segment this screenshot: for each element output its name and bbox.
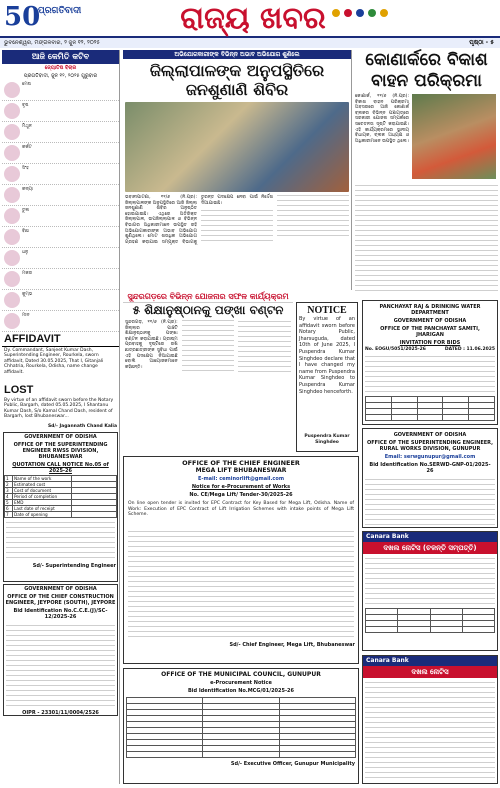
bank1-fine-print: [365, 556, 495, 606]
table-cell: Last date of receipt: [13, 506, 72, 512]
zodiac-icon: [4, 229, 20, 245]
ce-text: On line open tender is invited for EPC Contract for Key Based for Mega Lift, Odisha. Name of Work: Execution of EPC Contract of Lift Irrigation Schemes with intake points of Mega Lift Scheme.: [128, 501, 354, 518]
bank1-table: [365, 608, 495, 633]
article1-photo: [125, 102, 349, 192]
bank-notice-2: [362, 655, 498, 784]
page-number: ପୃଷ୍ଠା - ୫: [469, 39, 494, 46]
decorative-dots: [330, 4, 410, 30]
zodiac-icon: [4, 292, 20, 308]
lost-signature: Sd/- Jagannath Chand Kalia: [47, 424, 117, 429]
horoscope-sign: କୁମ୍ଭ: [22, 292, 33, 297]
ce-notice: Notice for e-Procurement of Works: [191, 484, 291, 490]
table-row: [366, 627, 495, 633]
article2-photo: [412, 94, 496, 179]
horoscope-row: [2, 227, 119, 248]
lost-text: By virtue of an affidavit sworn before the Notary Public, Bargarh, dated 05.05.2025, I Shantanu Kumar Dash, S/o Kamal Chand Dash, resident of Bargarh, lost Bhubaneswar...: [4, 398, 114, 420]
table-row: 7 Date of opening: [5, 512, 117, 518]
panchayat-office: OFFICE OF THE PANCHAYAT SAMITI, JHARIGAN: [380, 326, 480, 338]
bank1-name: Canara Bank: [363, 532, 497, 542]
tender-signature: Sd/- Superintending Engineer: [32, 563, 116, 570]
horoscope-sign: ମିଥୁନ: [22, 124, 32, 129]
article3-kicker: ସୁନ୍ଦରଗଡ଼ରେ ବିଭିନ୍ନ ଯୋଜନାର ସଫଳ କାର୍ଯ୍ୟକ୍ରମ: [123, 292, 293, 303]
zodiac-icon: [4, 145, 20, 161]
tender-notice: QUOTATION CALL NOTICE No.05 of 2025-26: [12, 462, 109, 475]
tender2-fine-print: [6, 623, 115, 707]
article3-body: ସୁନ୍ଦରଗଡ଼, ୧୧/୬ (ନି.ପ୍ର): ଜିଲ୍ଲାର ପାଞ୍ଚଟି ଶିକ୍ଷାନୁଷ୍ଠାନକୁ ପଙ୍ଖା ବଣ୍ଟନ କରାଯାଇଛି। ଗ୍ରୀଷ୍ମ ପ୍ରବାହକୁ ଦୃଷ୍ଟିରେ ରଖି ଛାତ୍ରଛାତ୍ରୀଙ୍କ ସୁବିଧା ପାଇଁ ଏହି ପଦକ୍ଷେପ ନିଆଯାଇଛି ବୋଲି ଆୟୋଜକମାନେ କହିଛନ୍ତି।: [123, 318, 293, 443]
article1-kicker: ଅଭିଯୋଗକାରୀଙ୍କ ବିଭିନ୍ନ ଅଭାବ ଅଭିଯୋଗ ଶୁଣିଲେ: [123, 50, 351, 59]
horoscope-title: ଆଜି କେମିତି କଟିବ: [2, 50, 119, 64]
article-public-hearing: [123, 50, 352, 290]
tender-fine-print: [6, 520, 115, 560]
tender2-org: GOVERNMENT OF ODISHA: [24, 586, 97, 593]
chief-engineer-notice: [123, 456, 359, 664]
tender-box-jeypore: [3, 584, 118, 716]
horoscope-sign: ବିଛା: [22, 229, 29, 234]
rural-email: Email: serwgunupur@gmail.com: [384, 454, 476, 460]
table-row: 2 Estimated cost: [5, 482, 117, 488]
horoscope-sign: ଧନୁ: [22, 250, 29, 255]
section-title: ରାଜ୍ୟ ଖବର: [180, 1, 326, 36]
horoscope-row: [2, 164, 119, 185]
bank-notice-1: [362, 531, 498, 651]
municipal-title: OFFICE OF THE MUNICIPAL COUNCIL, GUNUPUR: [161, 671, 321, 678]
table-row: 3 Cost of document: [5, 488, 117, 494]
article2-continued: [355, 183, 498, 293]
zodiac-icon: [4, 208, 20, 224]
table-row: [366, 415, 495, 421]
municipal-table: [126, 697, 356, 758]
horoscope-row: [2, 80, 119, 101]
tender-org: GOVERNMENT OF ODISHA: [24, 434, 97, 441]
horoscope-row: [2, 185, 119, 206]
table-cell: Date of opening: [13, 512, 72, 518]
left-column: [2, 50, 120, 784]
panchayat-fine-print: [365, 354, 495, 394]
ce-title: OFFICE OF THE CHIEF ENGINEER: [182, 459, 300, 467]
table-row: 6 Last date of receipt: [5, 506, 117, 512]
notice-title: NOTICE: [307, 305, 347, 316]
panchayat-dated: DATED : 11.06.2025: [444, 347, 495, 352]
municipal-ref: Bid Identification No.MCG/01/2025-26: [187, 688, 295, 694]
ce-fine-print: [128, 529, 354, 639]
bank2-name: Canara Bank: [363, 656, 497, 666]
table-cell: Period of completion: [13, 494, 72, 500]
article-fan-distribution: [123, 292, 293, 452]
panchayat-notice: INVITATION FOR BIDS: [399, 340, 461, 346]
horoscope-list: [2, 80, 119, 332]
horoscope-sign: ମକର: [22, 271, 33, 276]
tender-office: OFFICE OF THE SUPERINTENDING ENGINEER RWSS DIVISION, BHUBANESWAR: [13, 442, 108, 461]
tender2-signature: OIPR - 23301/11/0004/2526: [22, 710, 99, 717]
notice-box: [296, 302, 358, 452]
table-cell: EMD: [13, 500, 72, 506]
bank1-title: ଦଖଲ ନୋଟିସ (ଚଳନ୍ତି ସମ୍ପତ୍ତି): [363, 542, 497, 554]
article3-headline: ୫ ଶିକ୍ଷାନୁଷ୍ଠାନକୁ ପଙ୍ଖା ବଣ୍ଟନ: [132, 303, 284, 317]
zodiac-icon: [4, 187, 20, 203]
zodiac-icon: [4, 124, 20, 140]
rural-notice: Bid Identification No.SERWD-GNP-01/2025-26: [369, 462, 491, 474]
horoscope-row: [2, 206, 119, 227]
panchayat-tender: [362, 300, 498, 425]
horoscope-row: [2, 143, 119, 164]
horoscope-sign: ମେଷ: [22, 82, 31, 87]
municipal-signature: Sd/- Executive Officer, Gunupur Municipality: [230, 761, 355, 767]
panchayat-gov: GOVERNMENT OF ODISHA: [393, 318, 467, 324]
rural-gov: GOVERNMENT OF ODISHA: [393, 432, 467, 438]
horoscope-sign: କନ୍ୟା: [22, 187, 34, 192]
zodiac-icon: [4, 103, 20, 119]
municipal-notice: [123, 668, 359, 784]
lost-title: LOST: [4, 384, 34, 396]
panchayat-ref: No. EOGU/5051/2025-26: [365, 347, 426, 352]
ce-email: E-mail: ceminorlift@gmail.com: [197, 476, 285, 482]
horoscope-sign: କର୍କଟ: [22, 145, 32, 150]
municipal-notice-label: e-Procurement Notice: [210, 680, 272, 686]
anniversary-logo: 50: [4, 2, 41, 32]
article-konark: [355, 50, 498, 298]
table-row: [127, 752, 356, 758]
zodiac-icon: [4, 250, 20, 266]
horoscope-row: [2, 248, 119, 269]
zodiac-icon: [4, 166, 20, 182]
horoscope-sign: ମୀନ: [22, 313, 30, 318]
horoscope-row: [2, 101, 119, 122]
table-cell: Estimated cost: [13, 482, 72, 488]
affidavit-text: Dy. Commandant, Sanjeet Kumar Dash, Superintending Engineer, Rourkela, sworn affidavit, Dated 30.05.2025, That I, Gitanjali Chhatria, Rourkela, Odisha, name change affidavit.: [4, 348, 104, 375]
table-cell: Name of the work: [13, 476, 72, 482]
rural-office: OFFICE OF THE SUPERINTENDING ENGINEER, RURAL WORKS DIVISION, GUNUPUR: [366, 440, 494, 452]
notice-text: By virtue of an affidavit sworn before Notary Public, Jharsuguda, dated 10th of June 2025, I Puspendra Kumar Singhdeo declare that I have changed my name from Puspendra Kumar Singhdeo to Puspendra Kumar Singhdeo henceforth.: [299, 316, 355, 395]
dateline: ଭୁବନେଶ୍ୱର, ମଙ୍ଗଳବାର, ୨ ଜୁନ ୧୨, ୨୦୨୫: [0, 38, 500, 48]
tender2-notice: Bid Identification No.C.C.E.(J)/SC-12/2025-26: [13, 608, 108, 621]
horoscope-row: [2, 311, 119, 332]
horoscope-row: [2, 122, 119, 143]
panchayat-table: [365, 396, 495, 421]
article1-headline: ଜିଲ୍ଲାପାଳଙ୍କ ଅନୁପସ୍ଥିତିରେ ଜନଶୁଣାଣି ଶିବିର: [149, 61, 325, 99]
article2-headline: କୋଣାର୍କରେ ବିକାଶ ବାହନ ପରିକ୍ରମା: [365, 50, 488, 91]
horoscope-sign: ତୁଳା: [22, 208, 30, 213]
tender2-office: OFFICE OF THE CHIEF CONSTRUCTION ENGINEER, JEYPORE (SOUTH), JEYPORE: [5, 594, 116, 607]
zodiac-icon: [4, 313, 20, 329]
panchayat-org: PANCHAYAT RAJ & DRINKING WATER DEPARTMENT: [379, 304, 481, 316]
zodiac-icon: [4, 271, 20, 287]
table-row: 1 Name of the work: [5, 476, 117, 482]
horoscope-row: [2, 269, 119, 290]
bank2-title: ଦଖଲ ନୋଟିସ: [363, 666, 497, 678]
article2-body: କୋଣାର୍କ, ୧୧/୬ (ନି.ପ୍ର): ବିକାଶ ବାହନ ପରିକ୍ରମା ଅବସରରେ ଆଜି କୋଣାର୍କ ବ୍ଲକର ବିଭିନ୍ନ ପଞ୍ଚାୟତରେ ସରକାରୀ ଯୋଜନା ସମ୍ପର୍କରେ ସଚେତନତା ସୃଷ୍ଟି କରାଯାଇଛି। ଏହି କାର୍ଯ୍ୟକ୍ରମରେ ସ୍ଥାନୀୟ ବିଧାୟକ, ବ୍ଲକ ଅଧ୍ୟକ୍ଷ ଓ ଅଧିକାରୀମାନେ ଉପସ୍ଥିତ ଥିଲେ।: [355, 94, 409, 144]
table-row: 4 Period of completion: [5, 494, 117, 500]
rural-fine-print: [365, 477, 495, 527]
masthead: [0, 0, 500, 38]
bank2-fine-print: [365, 680, 495, 780]
ce-ref: No. CE/Mega Lift/ Tender-30/2025-26: [189, 492, 293, 498]
table-cell: Cost of document: [13, 488, 72, 494]
tender-box-rwss: [3, 432, 118, 582]
ce-signature: Sd/- Chief Engineer, Mega Lift, Bhubaneswar: [229, 642, 355, 648]
ce-sub: MEGA LIFT BHUBANESWAR: [195, 467, 287, 474]
notice-signature: Puspendra Kumar Singhdeo: [304, 434, 350, 445]
horoscope-sign: ବୃଷ: [22, 103, 29, 108]
horoscope-row: [2, 290, 119, 311]
affidavit-title: AFFIDAVIT: [2, 332, 119, 347]
article1-body: ଭବାନୀପାଟଣା, ୧୧/୬ (ନି.ପ୍ର): ଜିଲ୍ଲାପାଳଙ୍କ ଅନୁପସ୍ଥିତିରେ ଆଜି ଜିଲ୍ଲା ଜନଶୁଣାଣି ଶିବିର ଅନୁଷ୍ଠିତ ହୋଇଯାଇଛି। ଏଥିରେ ଅତିରିକ୍ତ ଜିଲ୍ଲାପାଳ, ଉପଜିଲ୍ଲାପାଳ ଓ ବିଭିନ୍ନ ବିଭାଗର ଅଧିକାରୀମାନେ ଉପସ୍ଥିତ ରହି ଅଭିଯୋଗକାରୀଙ୍କ ଅଭାବ ଅଭିଯୋଗ ଶୁଣିଥିଲେ। ମୋଟ ଶତାଧିକ ଅଭିଯୋଗ ଗ୍ରହଣ କରାଯାଇ ସମ୍ପୃକ୍ତ ବିଭାଗକୁ ତୁରନ୍ତ ପଦକ୍ଷେପ ନେବା ପାଇଁ ନିର୍ଦ୍ଦେଶ ଦିଆଯାଇଛି।: [123, 195, 351, 310]
newspaper-brand: ପ୍ରଗତିବାଦୀ: [38, 6, 82, 16]
horoscope-subline: ପ୍ରଗତିବାଦୀ, ଜୁନ ୧୨, ୨୦୨୫ ଗୁରୁବାର: [23, 73, 98, 79]
zodiac-icon: [4, 82, 20, 98]
tender-table: [4, 475, 117, 518]
rural-works-tender: [362, 428, 498, 528]
table-row: 5 EMD: [5, 500, 117, 506]
horoscope-sign: ସିଂହ: [22, 166, 29, 171]
horoscope-byline: ଜ୍ୟୋତିଷ ବିଚାର: [44, 65, 77, 71]
